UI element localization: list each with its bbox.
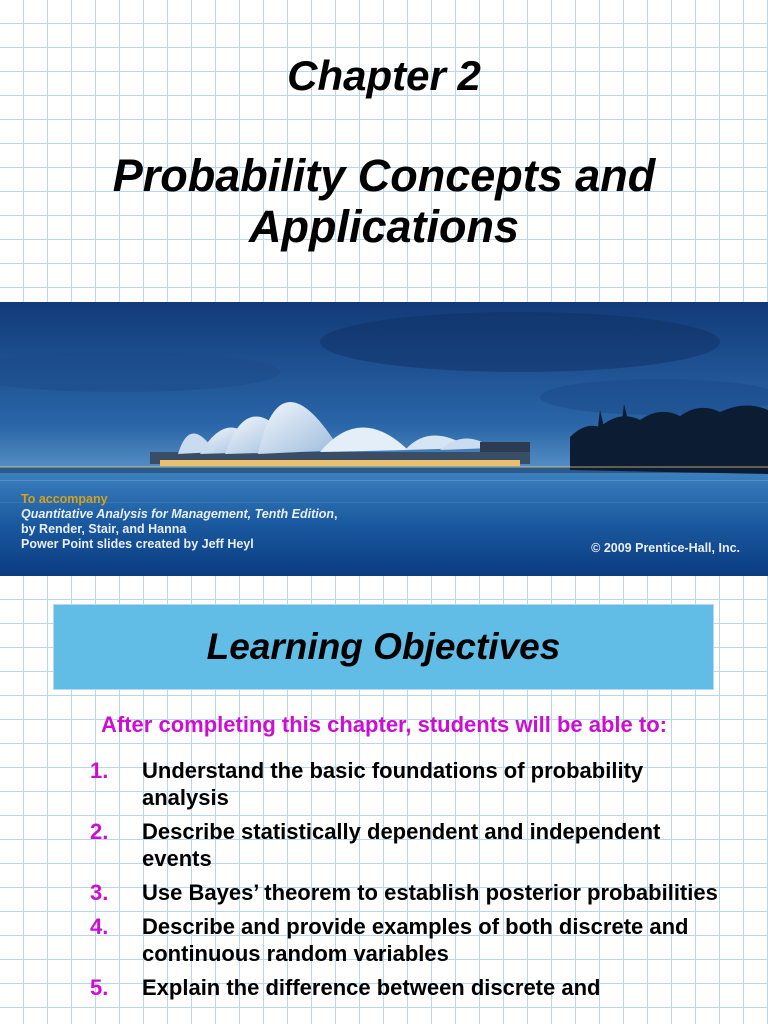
list-item-text: Explain the difference between discrete and: [142, 975, 601, 1000]
cover-banner: [0, 302, 768, 576]
list-item-number: 5.: [90, 975, 109, 1000]
objectives-list: [90, 757, 730, 1008]
list-item-number: 3.: [90, 880, 109, 905]
objectives-intro: After completing this chapter, students will be able to:: [101, 712, 667, 737]
list-item-number: 4.: [90, 914, 109, 939]
learning-objectives-heading-box: [53, 604, 714, 690]
list-item: [90, 818, 730, 872]
list-item-text: Use Bayes’ theorem to establish posterior probabilities: [142, 880, 718, 905]
chapter-label: Chapter 2: [287, 52, 481, 99]
authors-label: by Render, Stair, and Hanna: [21, 522, 187, 536]
list-item: [90, 974, 730, 1001]
chapter-title: [30, 150, 738, 252]
book-title-comma: ,: [334, 507, 338, 521]
list-item-text: Understand the basic foundations of probability analysis: [142, 758, 644, 810]
list-item: [90, 879, 730, 906]
chapter-title-line-2: Applications: [248, 201, 520, 252]
list-item-text: Describe and provide examples of both discrete and continuous random variables: [142, 914, 689, 966]
list-item-text: Describe statistically dependent and independent events: [142, 819, 661, 871]
book-title: Quantitative Analysis for Management, Tenth Edition: [21, 507, 335, 521]
book-credits: [21, 492, 338, 552]
list-item-number: 2.: [90, 819, 109, 844]
learning-objectives-heading: Learning Objectives: [206, 626, 561, 667]
list-item-number: 1.: [90, 758, 109, 783]
list-item: [90, 913, 730, 967]
slides-credit: Power Point slides created by Jeff Heyl: [21, 537, 254, 551]
accompany-label: To accompany: [21, 492, 108, 506]
book-title-line: [21, 507, 338, 522]
list-item: [90, 757, 730, 811]
copyright-notice: © 2009 Prentice-Hall, Inc.: [591, 541, 740, 555]
chapter-title-line-1: Probability Concepts and: [112, 150, 656, 201]
